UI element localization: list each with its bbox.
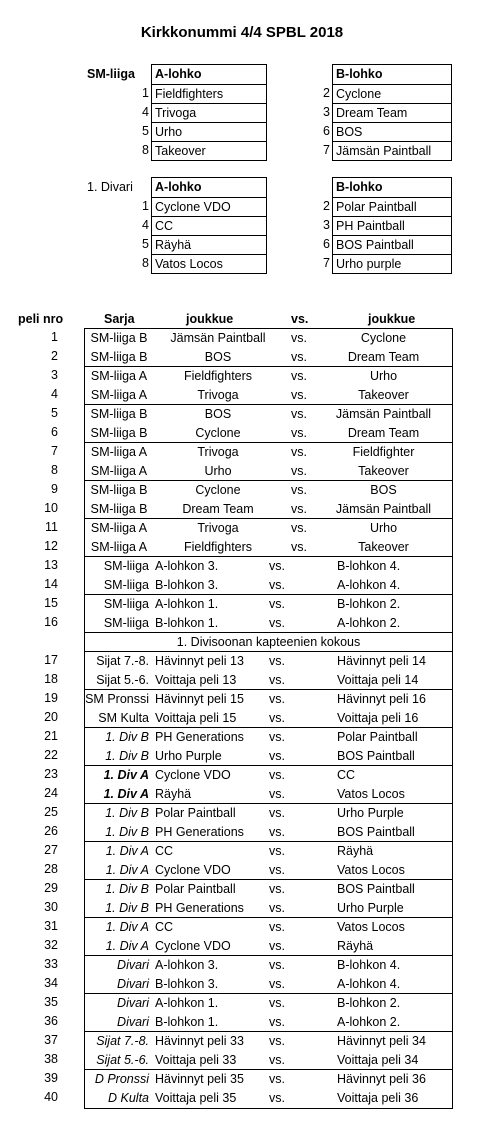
team1-cell: Hävinnyt peli 15	[155, 692, 244, 706]
game-number: 8	[51, 463, 58, 477]
seed-number: 5	[142, 124, 149, 138]
team-cell: Cyclone	[333, 84, 451, 104]
team2-cell: Voittaja peli 14	[337, 673, 419, 687]
series-cell: SM-liiga B	[90, 502, 148, 516]
team-cell: BOS Paintball	[333, 235, 451, 255]
seed-number: 3	[323, 218, 330, 232]
vs-cell: vs.	[269, 939, 285, 953]
team1-cell: Hävinnyt peli 35	[155, 1072, 244, 1086]
meeting-note: 1. Divisoonan kapteenien kokous	[176, 635, 361, 649]
table-row	[85, 556, 452, 576]
series-cell: SM-liiga A	[90, 388, 148, 402]
team1-cell: A-lohkon 1.	[155, 597, 219, 611]
header-team1: joukkue	[186, 312, 234, 326]
series-cell: 1. Div B	[105, 882, 149, 896]
game-number: 5	[51, 406, 58, 420]
vs-cell: vs.	[291, 350, 307, 364]
series-cell: SM-liiga A	[90, 521, 148, 535]
series-cell: Sijat 7.-8.	[96, 1034, 149, 1048]
team2-cell: Vatos Locos	[337, 920, 405, 934]
vs-cell: vs.	[269, 1091, 285, 1105]
table-row	[85, 518, 452, 538]
game-number: 10	[44, 501, 58, 515]
vs-cell: vs.	[269, 1072, 285, 1086]
seed-number: 6	[323, 237, 330, 251]
team-cell: Polar Paintball	[333, 197, 451, 217]
seed-number: 1	[142, 86, 149, 100]
team-cell: Trivoga	[152, 103, 266, 123]
vs-cell: vs.	[269, 578, 285, 592]
team-cell: Räyhä	[152, 235, 266, 255]
table-row	[85, 1089, 452, 1108]
header-vs: vs.	[291, 312, 309, 326]
game-number: 26	[44, 824, 58, 838]
series-cell: 1. Div A	[103, 787, 149, 801]
vs-cell: vs.	[291, 407, 307, 421]
table-row	[85, 424, 452, 443]
team1-cell: Cyclone VDO	[155, 863, 231, 877]
vs-cell: vs.	[269, 996, 285, 1010]
team1-cell: Cyclone VDO	[155, 939, 231, 953]
team2-cell: BOS Paintball	[337, 825, 415, 839]
vs-cell: vs.	[291, 426, 307, 440]
a-lohko-table	[151, 177, 267, 274]
team1-cell: PH Generations	[155, 825, 244, 839]
game-number: 30	[44, 900, 58, 914]
vs-cell: vs.	[269, 901, 285, 915]
table-row	[85, 899, 452, 918]
game-number: 38	[44, 1052, 58, 1066]
seed-number: 2	[323, 199, 330, 213]
team2-cell: A-lohkon 4.	[337, 578, 401, 592]
game-number: 9	[51, 482, 58, 496]
series-cell: Sijat 5.-6.	[96, 1053, 149, 1067]
table-row	[85, 689, 452, 709]
team1-cell: Trivoga	[197, 521, 239, 535]
game-number: 3	[51, 368, 58, 382]
series-cell: SM-liiga B	[90, 407, 148, 421]
table-row	[85, 1069, 452, 1089]
table-row	[85, 632, 452, 652]
table-row	[85, 462, 452, 481]
vs-cell: vs.	[269, 749, 285, 763]
series-cell: Sijat 7.-8.	[96, 654, 149, 668]
team1-cell: Fieldfighters	[183, 369, 253, 383]
series-cell: Divari	[117, 958, 149, 972]
series-cell: SM-liiga A	[90, 540, 148, 554]
table-row	[85, 823, 452, 842]
b-lohko-table	[332, 177, 452, 274]
team2-cell: Takeover	[358, 540, 409, 554]
team1-cell: Cyclone VDO	[155, 768, 231, 782]
team2-cell: A-lohkon 2.	[337, 616, 401, 630]
team2-cell: A-lohkon 2.	[337, 1015, 401, 1029]
table-row	[85, 785, 452, 804]
group-series-label: SM-liiga	[87, 67, 135, 81]
team2-cell: Polar Paintball	[337, 730, 418, 744]
game-number: 31	[44, 919, 58, 933]
team2-cell: Voittaja peli 34	[337, 1053, 419, 1067]
game-number: 22	[44, 748, 58, 762]
team2-cell: Vatos Locos	[337, 863, 405, 877]
team-cell: Takeover	[152, 141, 266, 161]
series-cell: 1. Div B	[105, 749, 149, 763]
table-row	[85, 386, 452, 405]
game-number: 27	[44, 843, 58, 857]
team1-cell: BOS	[204, 350, 232, 364]
vs-cell: vs.	[269, 882, 285, 896]
team1-cell: Cyclone	[195, 426, 241, 440]
seed-number: 7	[323, 143, 330, 157]
series-cell: Sijat 5.-6.	[96, 673, 149, 687]
vs-cell: vs.	[269, 730, 285, 744]
page-title: Kirkkonummi 4/4 SPBL 2018	[140, 24, 344, 41]
game-number: 20	[44, 710, 58, 724]
table-row	[85, 1051, 452, 1070]
series-cell: SM-liiga	[103, 616, 149, 630]
series-cell: SM-liiga A	[90, 369, 148, 383]
team1-cell: Voittaja peli 35	[155, 1091, 237, 1105]
table-row	[85, 671, 452, 690]
table-row	[85, 538, 452, 557]
vs-cell: vs.	[269, 654, 285, 668]
team2-cell: Voittaja peli 16	[337, 711, 419, 725]
team2-cell: Vatos Locos	[337, 787, 405, 801]
team2-cell: Takeover	[358, 388, 409, 402]
vs-cell: vs.	[291, 445, 307, 459]
b-lohko-table	[332, 64, 452, 161]
series-cell: 1. Div A	[105, 863, 149, 877]
vs-cell: vs.	[269, 559, 285, 573]
vs-cell: vs.	[291, 540, 307, 554]
seed-number: 2	[323, 86, 330, 100]
team-cell: Dream Team	[333, 103, 451, 123]
team1-cell: Cyclone	[195, 483, 241, 497]
game-number: 23	[44, 767, 58, 781]
game-number: 12	[44, 539, 58, 553]
team2-cell: Jämsän Paintball	[335, 502, 432, 516]
series-cell: D Pronssi	[94, 1072, 149, 1086]
series-cell: Divari	[117, 1015, 149, 1029]
vs-cell: vs.	[269, 768, 285, 782]
table-row	[85, 709, 452, 728]
game-number: 21	[44, 729, 58, 743]
team2-cell: BOS Paintball	[337, 749, 415, 763]
table-row	[85, 442, 452, 462]
team1-cell: Dream Team	[182, 502, 254, 516]
game-number: 35	[44, 995, 58, 1009]
team1-cell: BOS	[204, 407, 232, 421]
team2-cell: Urho	[369, 369, 398, 383]
vs-cell: vs.	[269, 863, 285, 877]
team2-cell: Hävinnyt peli 14	[337, 654, 426, 668]
series-cell: SM-liiga	[103, 578, 149, 592]
table-row	[85, 955, 452, 975]
team1-cell: Polar Paintball	[155, 882, 236, 896]
game-number: 25	[44, 805, 58, 819]
series-cell: 1. Div B	[105, 901, 149, 915]
team2-cell: Räyhä	[337, 939, 374, 953]
vs-cell: vs.	[269, 616, 285, 630]
series-cell: Divari	[117, 977, 149, 991]
series-cell: SM-liiga A	[90, 464, 148, 478]
team-cell: PH Paintball	[333, 216, 451, 236]
table-row	[85, 576, 452, 595]
vs-cell: vs.	[269, 977, 285, 991]
game-number: 11	[45, 520, 58, 534]
series-cell: 1. Div A	[103, 768, 149, 782]
game-number: 24	[44, 786, 58, 800]
seed-number: 4	[142, 105, 149, 119]
table-row	[85, 841, 452, 861]
game-number: 28	[44, 862, 58, 876]
series-cell: SM Kulta	[98, 711, 149, 725]
vs-cell: vs.	[269, 787, 285, 801]
vs-cell: vs.	[291, 502, 307, 516]
seed-number: 4	[142, 218, 149, 232]
team1-cell: Räyhä	[155, 787, 192, 801]
series-cell: 1. Div A	[105, 939, 149, 953]
table-row	[85, 614, 452, 633]
seed-number: 3	[323, 105, 330, 119]
table-row	[85, 594, 452, 614]
team2-cell: Voittaja peli 36	[337, 1091, 419, 1105]
team-cell: BOS	[333, 122, 451, 142]
game-number: 32	[44, 938, 58, 952]
game-number: 37	[44, 1033, 58, 1047]
team1-cell: CC	[155, 844, 174, 858]
team2-cell: CC	[337, 768, 356, 782]
team1-cell: Hävinnyt peli 33	[155, 1034, 244, 1048]
seed-number: 7	[323, 256, 330, 270]
seed-number: 5	[142, 237, 149, 251]
header-game-number: peli nro	[18, 312, 64, 326]
team1-cell: Polar Paintball	[155, 806, 236, 820]
table-row	[85, 1013, 452, 1032]
team1-cell: Jämsän Paintball	[170, 331, 266, 345]
seed-number: 6	[323, 124, 330, 138]
game-number: 29	[44, 881, 58, 895]
vs-cell: vs.	[291, 521, 307, 535]
team-cell: Urho purple	[333, 254, 451, 274]
table-row	[85, 329, 452, 348]
team2-cell: Dream Team	[347, 350, 420, 364]
game-number: 40	[44, 1090, 58, 1104]
vs-cell: vs.	[291, 464, 307, 478]
game-number: 4	[51, 387, 58, 401]
table-row	[85, 404, 452, 424]
team-cell: Cyclone VDO	[152, 197, 266, 217]
team2-cell: Jämsän Paintball	[335, 407, 432, 421]
team2-cell: BOS	[370, 483, 397, 497]
vs-cell: vs.	[269, 1053, 285, 1067]
table-row	[85, 879, 452, 899]
team2-cell: Hävinnyt peli 34	[337, 1034, 426, 1048]
vs-cell: vs.	[269, 958, 285, 972]
header-series: Sarja	[104, 312, 135, 326]
team2-cell: Takeover	[358, 464, 409, 478]
series-cell: 1. Div A	[105, 844, 149, 858]
table-row	[85, 727, 452, 747]
team1-cell: PH Generations	[155, 901, 244, 915]
team2-cell: Räyhä	[337, 844, 374, 858]
game-number: 33	[44, 957, 58, 971]
team1-cell: Urho Purple	[155, 749, 222, 763]
series-cell: SM-liiga B	[90, 483, 148, 497]
team-cell: Vatos Locos	[152, 254, 266, 274]
game-number: 18	[44, 672, 58, 686]
game-number: 2	[51, 349, 58, 363]
team1-cell: A-lohkon 3.	[155, 958, 219, 972]
team2-cell: Urho Purple	[337, 901, 404, 915]
table-row	[85, 917, 452, 937]
team-cell: Jämsän Paintball	[333, 141, 451, 161]
vs-cell: vs.	[291, 388, 307, 402]
seed-number: 8	[142, 143, 149, 157]
vs-cell: vs.	[269, 711, 285, 725]
game-number: 39	[44, 1071, 58, 1085]
vs-cell: vs.	[269, 825, 285, 839]
team1-cell: CC	[155, 920, 174, 934]
series-cell: SM-liiga	[103, 559, 149, 573]
team1-cell: Voittaja peli 15	[155, 711, 237, 725]
team2-cell: Cyclone	[360, 331, 407, 345]
game-number: 16	[44, 615, 58, 629]
team1-cell: Trivoga	[197, 388, 239, 402]
vs-cell: vs.	[269, 806, 285, 820]
team1-cell: Hävinnyt peli 13	[155, 654, 244, 668]
series-cell: SM-liiga B	[90, 426, 148, 440]
series-cell: SM-liiga	[103, 597, 149, 611]
team1-cell: Fieldfighters	[183, 540, 253, 554]
game-number: 34	[44, 976, 58, 990]
team2-cell: Fieldfighter	[352, 445, 415, 459]
team-cell: Urho	[152, 122, 266, 142]
team1-cell: A-lohkon 1.	[155, 996, 219, 1010]
table-row	[85, 1031, 452, 1051]
team2-cell: Hävinnyt peli 36	[337, 1072, 426, 1086]
team2-cell: B-lohkon 2.	[337, 996, 401, 1010]
team2-cell: Urho Purple	[337, 806, 404, 820]
team1-cell: B-lohkon 1.	[155, 1015, 219, 1029]
game-number: 36	[44, 1014, 58, 1028]
group-series-label: 1. Divari	[87, 180, 133, 194]
series-cell: SM Pronssi	[85, 692, 149, 706]
team1-cell: B-lohkon 3.	[155, 977, 219, 991]
team1-cell: Voittaja peli 33	[155, 1053, 237, 1067]
team1-cell: Urho	[204, 464, 232, 478]
team-cell: Fieldfighters	[152, 84, 266, 104]
table-row	[85, 480, 452, 500]
table-header: B-lohko	[336, 67, 383, 81]
team2-cell: B-lohkon 4.	[337, 559, 401, 573]
series-cell: D Kulta	[108, 1091, 149, 1105]
schedule-table	[84, 328, 453, 1109]
game-number: 7	[51, 444, 58, 458]
series-cell: Divari	[117, 996, 149, 1010]
seed-number: 1	[142, 199, 149, 213]
a-lohko-table	[151, 64, 267, 161]
team2-cell: A-lohkon 4.	[337, 977, 401, 991]
series-cell: SM-liiga B	[90, 350, 148, 364]
series-cell: 1. Div B	[105, 806, 149, 820]
vs-cell: vs.	[291, 331, 307, 345]
table-header: B-lohko	[336, 180, 383, 194]
vs-cell: vs.	[269, 1015, 285, 1029]
table-row	[85, 803, 452, 823]
table-row	[85, 975, 452, 994]
vs-cell: vs.	[269, 1034, 285, 1048]
vs-cell: vs.	[269, 673, 285, 687]
vs-cell: vs.	[269, 597, 285, 611]
table-header: A-lohko	[155, 67, 202, 81]
series-cell: 1. Div B	[105, 825, 149, 839]
game-number: 1	[51, 330, 58, 344]
team1-cell: B-lohkon 3.	[155, 578, 219, 592]
table-row	[85, 651, 452, 671]
vs-cell: vs.	[291, 369, 307, 383]
game-number: 19	[44, 691, 58, 705]
series-cell: SM-liiga B	[90, 331, 148, 345]
table-row	[85, 366, 452, 386]
table-header: A-lohko	[155, 180, 202, 194]
game-number: 6	[51, 425, 58, 439]
team1-cell: Voittaja peli 13	[155, 673, 237, 687]
team1-cell: Trivoga	[197, 445, 239, 459]
team1-cell: PH Generations	[155, 730, 244, 744]
table-row	[85, 747, 452, 766]
team2-cell: BOS Paintball	[337, 882, 415, 896]
team2-cell: Dream Team	[347, 426, 420, 440]
table-row	[85, 861, 452, 880]
series-cell: 1. Div B	[105, 730, 149, 744]
team1-cell: B-lohkon 1.	[155, 616, 219, 630]
team2-cell: Hävinnyt peli 16	[337, 692, 426, 706]
game-number: 15	[44, 596, 58, 610]
seed-number: 8	[142, 256, 149, 270]
table-row	[85, 993, 452, 1013]
game-number: 17	[44, 653, 58, 667]
team-cell: CC	[152, 216, 266, 236]
vs-cell: vs.	[269, 920, 285, 934]
vs-cell: vs.	[291, 483, 307, 497]
table-row	[85, 500, 452, 519]
series-cell: 1. Div A	[105, 920, 149, 934]
table-row	[85, 765, 452, 785]
team1-cell: A-lohkon 3.	[155, 559, 219, 573]
vs-cell: vs.	[269, 692, 285, 706]
game-number: 13	[44, 558, 58, 572]
team2-cell: B-lohkon 4.	[337, 958, 401, 972]
team2-cell: B-lohkon 2.	[337, 597, 401, 611]
team2-cell: Urho	[369, 521, 398, 535]
header-team2: joukkue	[368, 312, 416, 326]
vs-cell: vs.	[269, 844, 285, 858]
table-row	[85, 937, 452, 956]
series-cell: SM-liiga A	[90, 445, 148, 459]
table-row	[85, 348, 452, 367]
game-number: 14	[44, 577, 58, 591]
